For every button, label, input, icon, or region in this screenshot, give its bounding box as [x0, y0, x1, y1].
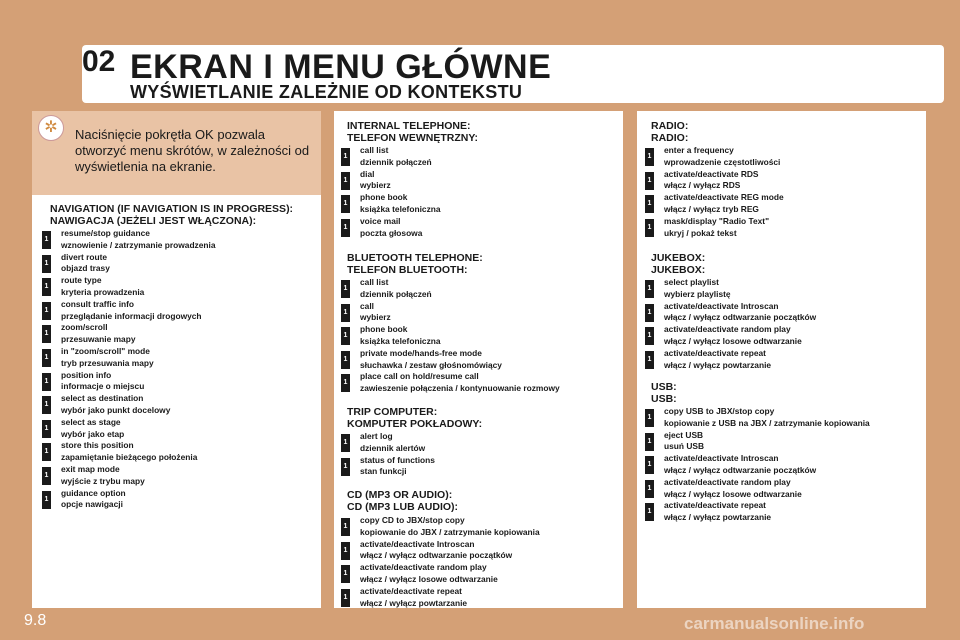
list-item: position info — [61, 369, 112, 380]
list-internal-phone — [360, 145, 441, 239]
list-item: informacje o miejscu — [61, 381, 145, 392]
number-one-badge: 1 — [645, 503, 654, 521]
number-one-badge: 1 — [341, 280, 350, 298]
section-title-radio: RADIO: RADIO: — [651, 120, 689, 144]
list-radio — [664, 145, 784, 239]
list-item: phone book — [360, 324, 408, 335]
number-one-badge: 1 — [645, 327, 654, 345]
list-item: wznowienie / zatrzymanie prowadzenia — [61, 239, 216, 250]
list-item: przesuwanie mapy — [61, 334, 136, 345]
list-item: włącz / wyłącz powtarzanie — [664, 359, 772, 370]
number-one-badge: 1 — [341, 148, 350, 166]
list-item: activate/deactivate random play — [664, 476, 791, 487]
list-item: włącz / wyłącz losowe odtwarzanie — [360, 573, 498, 584]
list-usb — [664, 406, 870, 524]
number-one-badge: 1 — [645, 433, 654, 451]
number-one-badge: 1 — [341, 434, 350, 452]
list-item: store this position — [61, 440, 134, 451]
list-item: call list — [360, 145, 389, 155]
list-item: wybierz — [360, 312, 391, 323]
list-item: resume/stop guidance — [61, 228, 150, 238]
list-item: exit map mode — [61, 463, 120, 474]
number-one-badge: 1 — [341, 327, 350, 345]
number-one-badge: 1 — [42, 302, 51, 320]
list-item: wybór jako etap — [61, 428, 125, 439]
list-item: mask/display "Radio Text" — [664, 215, 770, 226]
list-item: activate/deactivate Introscan — [664, 300, 779, 311]
list-item: activate/deactivate RDS — [664, 168, 759, 179]
number-one-badge: 1 — [645, 409, 654, 427]
list-item: włącz / wyłącz odtwarzanie początków — [360, 550, 513, 561]
number-one-badge: 1 — [645, 148, 654, 166]
list-item: select as stage — [61, 416, 121, 427]
list-item: route type — [61, 275, 102, 286]
list-item: copy USB to JBX/stop copy — [664, 406, 775, 416]
list-item: stan funkcji — [360, 466, 407, 477]
number-one-badge: 1 — [645, 480, 654, 498]
section-title-bluetooth: BLUETOOTH TELEPHONE: TELEFON BLUETOOTH: — [347, 252, 483, 276]
list-item: activate/deactivate repeat — [664, 500, 766, 511]
list-navigation — [61, 228, 216, 511]
list-item: call list — [360, 277, 389, 287]
list-item: eject USB — [664, 429, 704, 440]
number-one-badge: 1 — [645, 219, 654, 237]
list-item: activate/deactivate repeat — [360, 585, 462, 596]
list-item: enter a frequency — [664, 145, 734, 155]
number-one-badge: 1 — [341, 351, 350, 369]
list-cd — [360, 515, 540, 609]
list-item: kryteria prowadzenia — [61, 286, 145, 297]
section-title-jukebox: JUKEBOX: JUKEBOX: — [651, 252, 706, 276]
number-one-badge: 1 — [42, 373, 51, 391]
list-item: tryb przesuwania mapy — [61, 357, 154, 368]
page-subtitle: WYŚWIETLANIE ZALEŻNIE OD KONTEKSTU — [130, 82, 523, 102]
number-one-badge: 1 — [42, 255, 51, 273]
number-one-badge: 1 — [341, 458, 350, 476]
list-item: select playlist — [664, 277, 719, 287]
number-one-badge: 1 — [42, 349, 51, 367]
list-item: włącz / wyłącz powtarzanie — [664, 512, 772, 523]
number-one-badge: 1 — [341, 172, 350, 190]
list-item: activate/deactivate Introscan — [360, 538, 475, 549]
list-item: place call on hold/resume call — [360, 371, 479, 382]
list-item: zapamiętanie bieżącego położenia — [61, 452, 198, 463]
number-one-badge: 1 — [42, 467, 51, 485]
list-item: activate/deactivate random play — [360, 562, 487, 573]
list-item: wybierz playlistę — [664, 288, 731, 299]
list-item: włącz / wyłącz losowe odtwarzanie — [664, 335, 802, 346]
list-item: phone book — [360, 192, 408, 203]
list-item: włącz / wyłącz RDS — [664, 180, 741, 191]
number-one-badge: 1 — [645, 304, 654, 322]
page-number: 9.8 — [24, 612, 47, 629]
list-item: dial — [360, 168, 375, 179]
list-item: private mode/hands-free mode — [360, 347, 482, 358]
list-item: usuń USB — [664, 441, 705, 452]
number-one-badge: 1 — [42, 443, 51, 461]
list-item: divert route — [61, 251, 108, 262]
list-item: activate/deactivate repeat — [664, 347, 766, 358]
chapter-number: 02 — [82, 45, 116, 78]
list-item: call — [360, 300, 374, 311]
list-item: zawieszenie połączenia / kontynuowanie rozmowy — [360, 383, 560, 394]
list-item: włącz / wyłącz powtarzanie — [360, 597, 468, 608]
section-title-internal-phone: INTERNAL TELEPHONE: TELEFON WEWNĘTRZNY: — [347, 120, 479, 144]
list-trip — [360, 431, 435, 478]
list-item: dziennik połączeń — [360, 288, 432, 299]
list-item: książka telefoniczna — [360, 335, 441, 346]
number-one-badge: 1 — [645, 351, 654, 369]
list-item: activate/deactivate Introscan — [664, 453, 779, 464]
section-title-cd: CD (MP3 OR AUDIO): CD (MP3 LUB AUDIO): — [347, 489, 459, 513]
list-item: objazd trasy — [61, 263, 110, 274]
list-item: activate/deactivate REG mode — [664, 192, 784, 203]
number-one-badge: 1 — [42, 396, 51, 414]
section-title-trip: TRIP COMPUTER: KOMPUTER POKŁADOWY: — [347, 406, 483, 430]
list-jukebox — [664, 277, 816, 371]
number-one-badge: 1 — [42, 420, 51, 438]
list-item: copy CD to JBX/stop copy — [360, 515, 465, 525]
number-one-badge: 1 — [645, 280, 654, 298]
number-one-badge: 1 — [341, 518, 350, 536]
number-one-badge: 1 — [341, 589, 350, 607]
list-item: wybór jako punkt docelowy — [61, 404, 171, 415]
list-item: wprowadzenie częstotliwości — [664, 156, 781, 167]
list-item: ukryj / pokaż tekst — [664, 227, 737, 238]
page-title: EKRAN I MENU GŁÓWNE — [130, 48, 552, 86]
list-item: wybierz — [360, 180, 391, 191]
sun-icon: ✲ — [38, 115, 64, 141]
section-title-navigation: NAVIGATION (IF NAVIGATION IS IN PROGRESS): NAWIGACJA (JEŻELI JEST WŁĄCZONA): — [50, 203, 294, 227]
section-title-usb: USB: USB: — [651, 381, 677, 405]
list-bluetooth — [360, 277, 560, 395]
list-item: dziennik połączeń — [360, 156, 432, 167]
intro-text: Naciśnięcie pokrętła OK pozwala otworzyć menu skrótów, w zależności od wyświetlenia na ekranie. — [75, 127, 310, 174]
list-item: opcje nawigacji — [61, 499, 123, 510]
number-one-badge: 1 — [42, 278, 51, 296]
number-one-badge: 1 — [341, 219, 350, 237]
list-item: alert log — [360, 431, 393, 441]
list-item: status of functions — [360, 454, 435, 465]
list-item: kopiowanie z USB na JBX / zatrzymanie kopiowania — [664, 417, 870, 428]
list-item: activate/deactivate random play — [664, 324, 791, 335]
number-one-badge: 1 — [42, 491, 51, 509]
list-item: włącz / wyłącz tryb REG — [664, 203, 759, 214]
number-one-badge: 1 — [341, 195, 350, 213]
list-item: wyjście z trybu mapy — [61, 475, 145, 486]
list-item: voice mail — [360, 215, 401, 226]
number-one-badge: 1 — [42, 231, 51, 249]
list-item: select as destination — [61, 393, 144, 404]
watermark: carmanualsonline.info — [684, 614, 865, 633]
number-one-badge: 1 — [341, 374, 350, 392]
number-one-badge: 1 — [341, 304, 350, 322]
number-one-badge: 1 — [645, 195, 654, 213]
list-item: zoom/scroll — [61, 322, 108, 333]
list-item: włącz / wyłącz odtwarzanie początków — [664, 464, 817, 475]
list-item: poczta głosowa — [360, 227, 423, 238]
number-one-badge: 1 — [42, 325, 51, 343]
list-item: słuchawka / zestaw głośnomówiący — [360, 359, 502, 370]
list-item: consult traffic info — [61, 298, 135, 309]
number-one-badge: 1 — [341, 542, 350, 560]
list-item: włącz / wyłącz odtwarzanie początków — [664, 312, 817, 323]
list-item: włącz / wyłącz losowe odtwarzanie — [664, 488, 802, 499]
number-one-badge: 1 — [341, 565, 350, 583]
number-one-badge: 1 — [645, 456, 654, 474]
list-item: książka telefoniczna — [360, 203, 441, 214]
list-item: kopiowanie do JBX / zatrzymanie kopiowania — [360, 526, 540, 537]
list-item: dziennik alertów — [360, 442, 426, 453]
list-item: guidance option — [61, 487, 126, 498]
list-item: przeglądanie informacji drogowych — [61, 310, 202, 321]
number-one-badge: 1 — [645, 172, 654, 190]
list-item: in "zoom/scroll" mode — [61, 345, 150, 356]
